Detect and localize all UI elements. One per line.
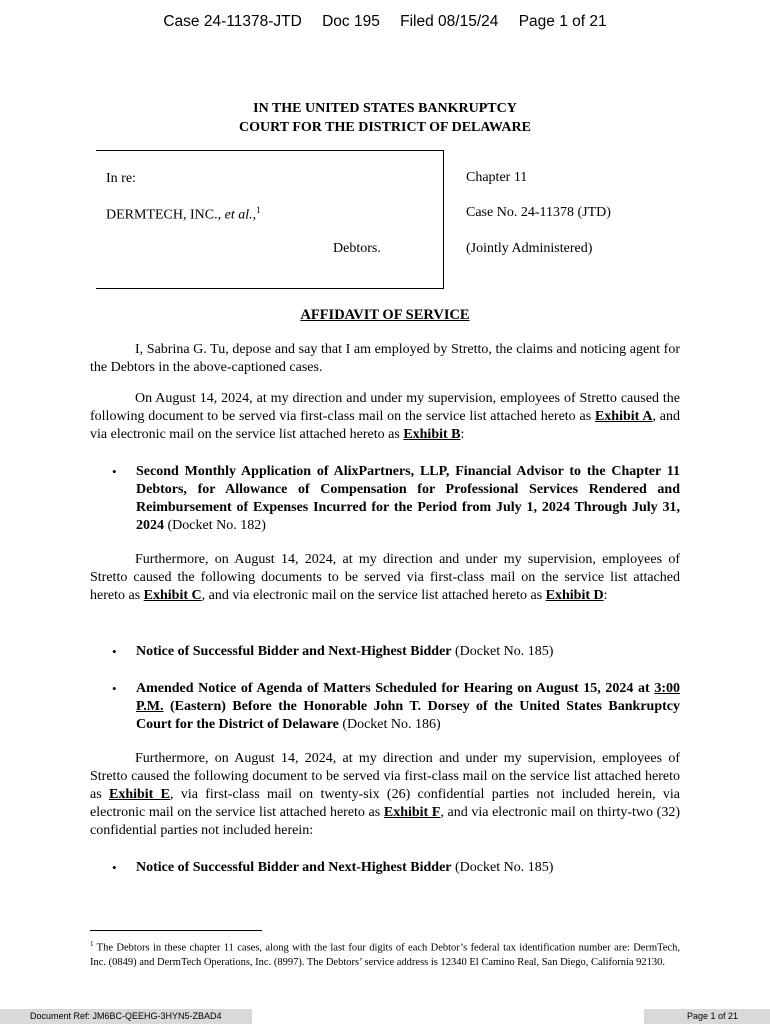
debtor-name-text: DERMTECH, INC.,	[106, 207, 225, 223]
bullet-item-docket-186	[112, 680, 680, 734]
bullet-dot: •	[112, 860, 117, 875]
in-re-label: In re:	[106, 171, 136, 186]
paragraph-declarant: I, Sabrina G. Tu, depose and say that I am employed by Stretto, the claims and noticing agent for the Debtors in the above-captioned cases.	[90, 342, 680, 375]
debtor-name	[106, 205, 261, 224]
para4-text3: , and via electronic mail on thirty-two (32) confidential parties not included herein:	[90, 805, 680, 838]
bullet-dot: •	[112, 644, 117, 659]
bullet3-time: 3:00 P.M.	[136, 681, 680, 714]
court-title-line1: IN THE UNITED STATES BANKRUPTCY	[253, 101, 517, 116]
bullet3-title-2: (Eastern) Before the Honorable John T. Dorsey of the United States Bankruptcy Court for the District of Delaware	[136, 699, 680, 732]
footnote-text: The Debtors in these chapter 11 cases, along with the last four digits of each Debtor’s federal tax identification number are: DermTech, Inc. (0849) and DermTech Operations, Inc. (8997). The Debtors’ service address is 12340 El Camino Real, San Diego, California 92130.	[90, 942, 680, 968]
bullet-item-docket-185-second	[112, 859, 680, 877]
paragraph-service-2	[90, 551, 680, 605]
exhibit-f-ref: Exhibit F	[383, 805, 441, 820]
bullet3-title-1: Amended Notice of Agenda of Matters Scheduled for Hearing on August 15, 2024 at	[136, 681, 655, 696]
filed-date: Filed 08/15/24	[400, 13, 499, 30]
para3-text3: :	[603, 588, 608, 603]
para2-text1: On August 14, 2024, at my direction and under my supervision, employees of Stretto caused the following document to be served via first-class mail on the service list attached hereto as	[90, 391, 680, 424]
case-number: Case 24-11378-JTD	[163, 13, 302, 30]
document-title: AFFIDAVIT OF SERVICE	[300, 307, 470, 323]
footnote-divider	[90, 930, 262, 931]
paragraph-service-3	[90, 750, 680, 840]
court-title-line2: COURT FOR THE DISTRICT OF DELAWARE	[239, 120, 531, 135]
doc-number: Doc 195	[322, 13, 380, 30]
footnote-marker: 1	[256, 205, 261, 215]
exhibit-d-ref: Exhibit D	[545, 588, 604, 603]
para4-text2: , via first-class mail on twenty-six (26) confidential parties not included herein, via electronic mail on the service list attached hereto as	[90, 787, 680, 820]
jointly-administered-label: (Jointly Administered)	[466, 241, 593, 256]
document-reference: Document Ref: JM6BC-QEEHG-3HYN5-ZBAD4	[0, 1009, 252, 1024]
bullet1-title: Second Monthly Application of AlixPartners, LLP, Financial Advisor to the Chapter 11 Debtors, for Allowance of Compensation for Professional Services Rendered and Reimbursement of Expenses Incurred for the Period from July 1, 2024 Through July 31, 2024	[136, 464, 680, 533]
para2-text2: , and via electronic mail on the service list attached hereto as	[90, 409, 680, 442]
bullet-item-docket-182	[112, 463, 680, 535]
para3-text2: , and via electronic mail on the service list attached hereto as	[201, 588, 546, 603]
chapter-label: Chapter 11	[466, 170, 528, 185]
bullet-dot: •	[112, 464, 117, 479]
et-al-text: et al.	[224, 207, 253, 223]
exhibit-c-ref: Exhibit C	[143, 588, 202, 603]
page-indicator: Page 1 of 21	[518, 13, 607, 30]
exhibit-b-ref: Exhibit B	[403, 427, 461, 442]
para4-text1: Furthermore, on August 14, 2024, at my direction and under my supervision, employees of Stretto caused the following document to be served via first-class mail on the service list attached hereto as	[90, 751, 680, 802]
debtors-label: Debtors.	[333, 241, 381, 256]
case-header	[0, 13, 770, 31]
para2-text3: :	[460, 427, 465, 442]
bullet2-docket: (Docket No. 185)	[451, 644, 554, 659]
footer-page-number: Page 1 of 21	[644, 1009, 770, 1024]
exhibit-a-ref: Exhibit A	[594, 409, 653, 424]
footnote-number: 1	[90, 940, 94, 948]
case-no-label: Case No. 24-11378 (JTD)	[466, 205, 611, 220]
exhibit-e-ref: Exhibit E	[108, 787, 170, 802]
bullet-item-docket-185	[112, 643, 680, 661]
bullet-dot: •	[112, 681, 117, 696]
bullet4-docket: (Docket No. 185)	[451, 860, 554, 875]
bullet4-title: Notice of Successful Bidder and Next-Highest Bidder	[136, 860, 452, 875]
court-title	[0, 99, 770, 137]
debtor-comma: ,	[252, 207, 257, 223]
para3-text1: Furthermore, on August 14, 2024, at my direction and under my supervision, employees of Stretto caused the following documents to be served via first-class mail on the service list attached hereto as	[90, 552, 680, 603]
footnote	[90, 937, 680, 970]
paragraph-service-1	[90, 390, 680, 444]
caption-box	[96, 150, 444, 289]
bullet2-title: Notice of Successful Bidder and Next-Highest Bidder	[136, 644, 452, 659]
bullet1-docket: (Docket No. 182)	[164, 518, 266, 533]
bullet3-docket: (Docket No. 186)	[338, 717, 441, 732]
